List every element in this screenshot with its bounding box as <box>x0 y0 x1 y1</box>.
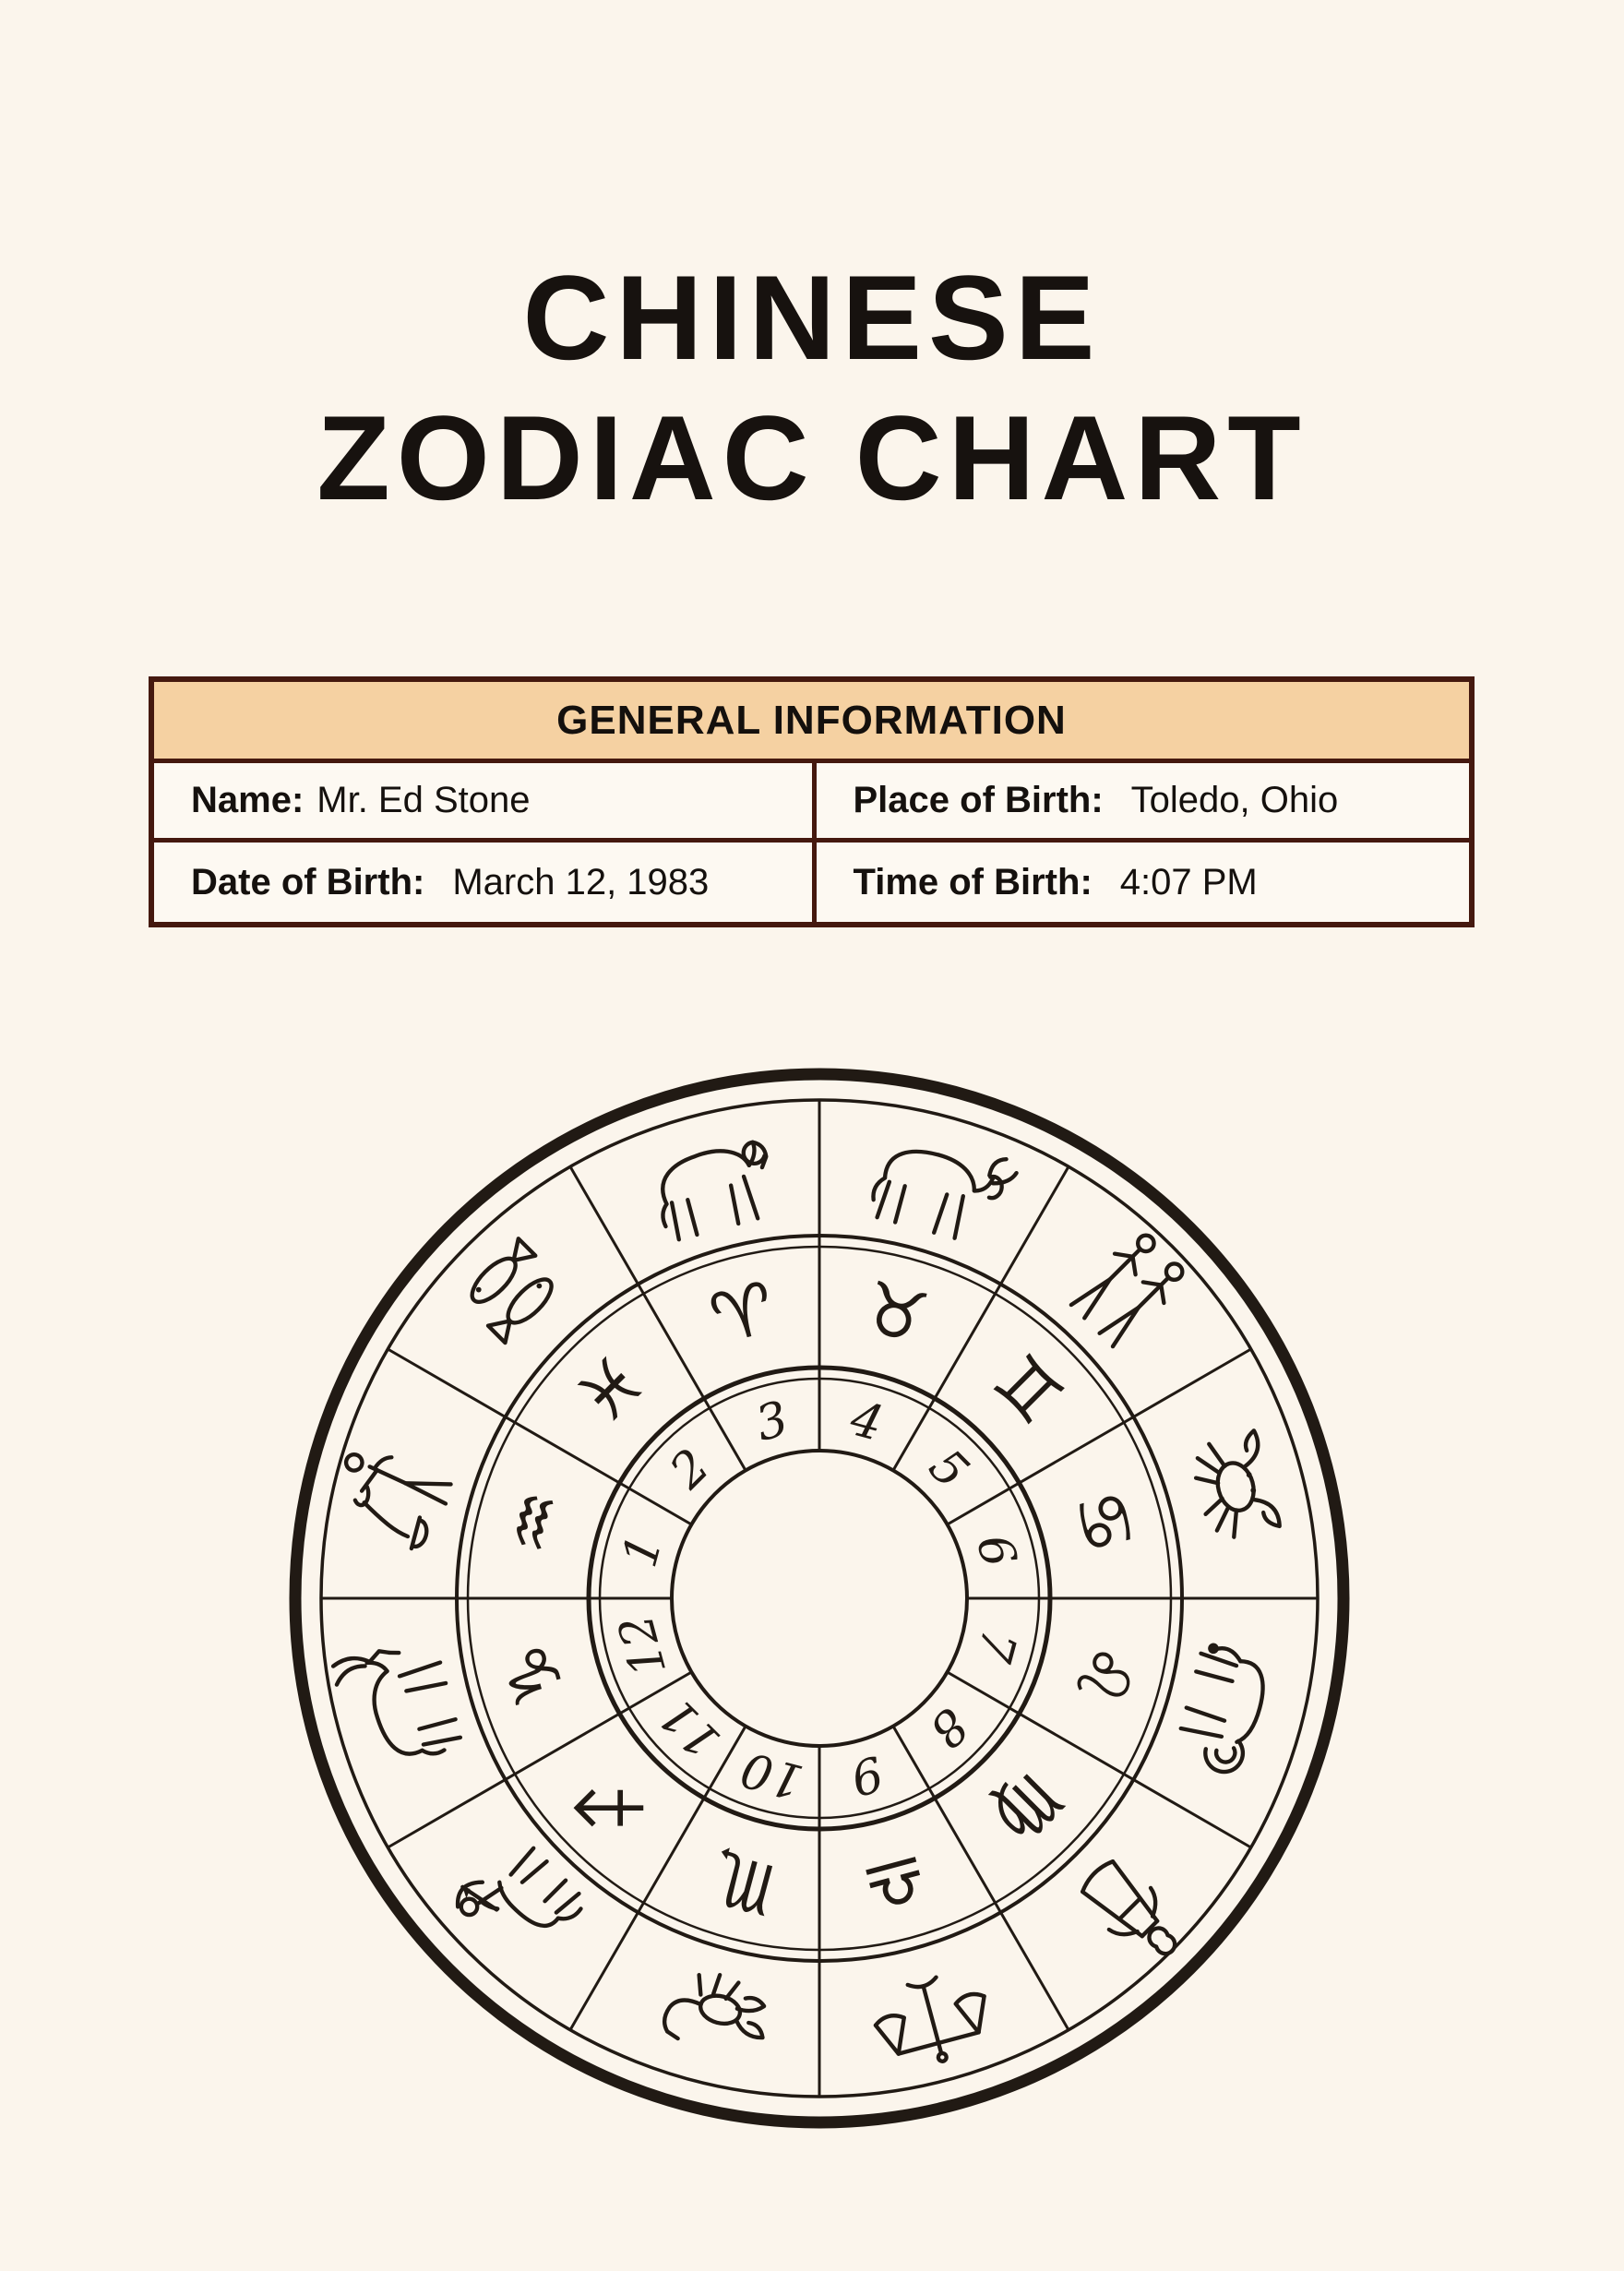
page-title-line2: ZODIAC CHART <box>316 390 1308 525</box>
wheel-number-3: 3 <box>750 1391 794 1453</box>
time-of-birth-cell <box>812 843 1470 922</box>
time-of-birth-value: 4:07 PM <box>1119 861 1258 902</box>
wheel-animal-pisces <box>460 1238 564 1343</box>
name-value: Mr. Ed Stone <box>316 780 531 820</box>
wheel-number-9: 9 <box>844 1743 889 1806</box>
place-of-birth-label: Place of Birth: <box>853 780 1104 820</box>
wheel-animal-sagittarius <box>450 1832 588 1969</box>
wheel-animal-taurus <box>867 1129 1019 1249</box>
date-of-birth-label: Date of Birth: <box>191 861 425 902</box>
time-of-birth-label: Time of Birth: <box>853 861 1093 902</box>
wheel-animal-leo <box>1173 1641 1273 1777</box>
page-title-line1: CHINESE <box>522 250 1102 385</box>
general-information-table <box>149 676 1475 927</box>
wheel-symbol-taurus: ♉ <box>854 1265 937 1361</box>
wheel-ring <box>672 1451 967 1746</box>
wheel-symbol-cancer: ♋ <box>1057 1480 1152 1563</box>
wheel-symbol-aries: ♈ <box>701 1265 784 1361</box>
wheel-number-5: 5 <box>918 1439 979 1500</box>
wheel-symbol-libra: ♎ <box>854 1835 937 1931</box>
wheel-symbol-gemini: ♊ <box>976 1338 1080 1441</box>
wheel-number-7: 7 <box>964 1623 1027 1667</box>
name-label: Name: <box>191 780 304 820</box>
table-row <box>154 763 1469 843</box>
wheel-animal-virgo <box>1073 1852 1192 1971</box>
wheel-animal-capricorn <box>331 1636 463 1774</box>
wheel-animal-aries <box>650 1138 782 1242</box>
wheel-animal-cancer <box>1188 1430 1280 1544</box>
date-of-birth-cell <box>154 843 812 922</box>
page-title <box>0 247 1624 528</box>
wheel-animal-libra <box>867 1966 997 2075</box>
general-information-header: GENERAL INFORMATION <box>154 682 1469 763</box>
wheel-number-1: 1 <box>612 1529 675 1573</box>
wheel-number-10: 10 <box>735 1739 809 1810</box>
wheel-symbol-pisces: ♓ <box>559 1338 663 1441</box>
name-cell <box>154 763 812 838</box>
wheel-symbol-capricorn: ♑ <box>486 1633 582 1716</box>
zodiac-wheel-illustration <box>266 1045 1373 2152</box>
wheel-number-4: 4 <box>844 1391 889 1453</box>
wheel-symbol-aquarius: ♒ <box>486 1480 582 1563</box>
place-of-birth-value: Toledo, Ohio <box>1130 780 1339 820</box>
wheel-number-2: 2 <box>660 1439 721 1500</box>
wheel-symbol-leo: ♌ <box>1057 1633 1152 1716</box>
place-of-birth-cell <box>812 763 1470 838</box>
zodiac-wheel-svg <box>266 1045 1373 2152</box>
wheel-number-12: 12 <box>608 1608 678 1682</box>
wheel-symbol-sagittarius: ♐ <box>559 1755 663 1859</box>
wheel-symbol-virgo: ♍ <box>976 1755 1080 1859</box>
table-row <box>154 843 1469 922</box>
wheel-number-6: 6 <box>964 1529 1027 1573</box>
date-of-birth-value: March 12, 1983 <box>452 861 710 902</box>
wheel-symbol-scorpio: ♏ <box>701 1835 784 1931</box>
wheel-animal-aquarius <box>328 1446 453 1554</box>
wheel-animal-scorpio <box>661 1964 776 2060</box>
wheel-number-8: 8 <box>918 1697 979 1758</box>
wheel-number-11: 11 <box>649 1686 732 1769</box>
